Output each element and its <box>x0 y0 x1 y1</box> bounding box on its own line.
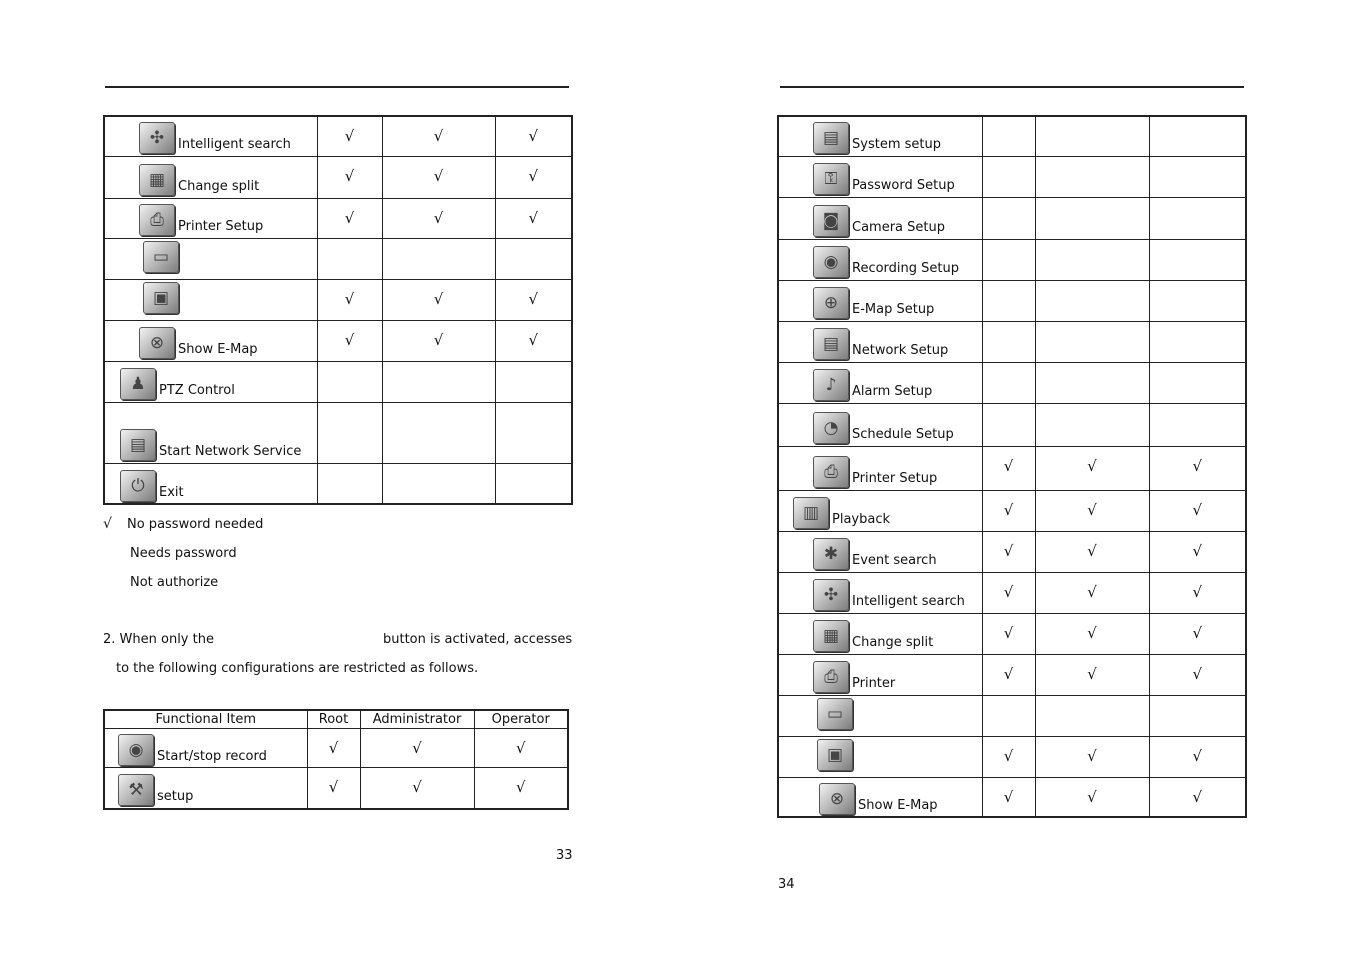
administrator-permission <box>382 361 495 402</box>
administrator-permission <box>1035 403 1149 446</box>
functional-item <box>779 615 982 652</box>
change-split-icon: ▦ <box>813 620 849 652</box>
functional-item-label: System setup <box>852 137 941 153</box>
functional-item-label: Intelligent search <box>178 137 291 153</box>
printer-icon: ⎙ <box>813 661 849 693</box>
operator-permission: √ <box>495 156 572 198</box>
event-search-icon: ✱ <box>813 538 849 570</box>
functional-item-label: Show E-Map <box>178 342 258 357</box>
camera-icon: ◙ <box>813 205 849 237</box>
administrator-permission: √ <box>382 198 495 238</box>
functional-item-cell <box>104 402 317 463</box>
right-table-row <box>778 695 1246 736</box>
paragraph-line1-a: 2. When only the <box>103 632 214 647</box>
functional-item-label: Event search <box>852 553 937 568</box>
left-table-row <box>104 463 572 504</box>
operator-permission <box>1149 280 1246 321</box>
right-table-row <box>778 613 1246 654</box>
functional-item <box>779 364 982 401</box>
functional-item-label: Start/stop record <box>157 748 267 764</box>
header-rule-right <box>780 86 1244 88</box>
functional-item-cell <box>778 490 982 531</box>
functional-item <box>779 533 982 570</box>
right-table-row <box>778 116 1246 156</box>
functional-item <box>779 574 982 611</box>
printer-icon: ⎙ <box>139 204 175 236</box>
right-table-row <box>778 654 1246 695</box>
functional-item-cell <box>778 362 982 403</box>
functional-item-cell <box>778 156 982 197</box>
administrator-permission: √ <box>360 729 474 768</box>
network-setup-icon: ▤ <box>813 328 849 360</box>
functional-item-cell <box>778 531 982 572</box>
functional-item-label: Network Setup <box>852 343 949 358</box>
functional-item-cell <box>778 613 982 654</box>
root-permission <box>982 321 1035 362</box>
administrator-permission <box>1035 362 1149 403</box>
functional-item <box>779 241 982 278</box>
right-table-row <box>778 362 1246 403</box>
functional-item-cell <box>778 572 982 613</box>
root-permission: √ <box>982 572 1035 613</box>
functional-item-label: Printer Setup <box>852 471 938 486</box>
functional-item-cell <box>778 197 982 239</box>
functional-item <box>779 199 982 237</box>
functional-item-label: Printer Setup <box>178 219 264 234</box>
change-split-icon: ▦ <box>139 164 175 196</box>
operator-permission <box>495 402 572 463</box>
header-administrator: Administrator <box>360 710 474 729</box>
functional-item <box>105 281 317 318</box>
functional-item <box>105 322 317 359</box>
root-permission: √ <box>982 446 1035 490</box>
intelligent-search-icon: ✣ <box>813 579 849 611</box>
paragraph-line1-b: button is activated, accesses <box>383 632 573 647</box>
playback-icon: ▥ <box>793 497 829 529</box>
functional-item-cell <box>778 736 982 777</box>
operator-permission <box>495 463 572 504</box>
functional-item-label: Change split <box>852 635 934 650</box>
functional-item-cell <box>778 321 982 362</box>
left-table-row <box>104 402 572 463</box>
functional-item-cell <box>104 768 307 809</box>
network-icon: ▤ <box>120 429 156 461</box>
legend-no-password: No password needed <box>127 517 264 532</box>
root-permission <box>317 361 382 402</box>
functional-item-label: Intelligent search <box>852 594 965 609</box>
operator-permission <box>1149 116 1246 156</box>
operator-permission <box>1149 239 1246 280</box>
functional-item <box>779 656 982 693</box>
functional-item-label: Printer <box>852 676 896 691</box>
joystick-icon: ♟ <box>120 368 156 400</box>
root-permission: √ <box>982 613 1035 654</box>
root-permission: √ <box>982 736 1035 777</box>
root-permission: √ <box>307 768 360 809</box>
operator-permission <box>1149 403 1246 446</box>
right-table-row <box>778 239 1246 280</box>
root-permission: √ <box>317 116 382 156</box>
root-permission: √ <box>317 198 382 238</box>
root-permission <box>982 239 1035 280</box>
functional-item-cell <box>778 403 982 446</box>
alarm-icon: ♪ <box>813 369 849 401</box>
functional-item <box>779 282 982 319</box>
administrator-permission: √ <box>1035 736 1149 777</box>
administrator-permission: √ <box>1035 446 1149 490</box>
functional-item-label: E-Map Setup <box>852 302 935 317</box>
header-functional-item: Functional Item <box>104 710 307 729</box>
operator-permission: √ <box>495 198 572 238</box>
permissions-table-left <box>103 115 573 505</box>
operator-permission <box>1149 197 1246 239</box>
administrator-permission <box>382 402 495 463</box>
root-permission <box>982 156 1035 197</box>
root-permission <box>317 402 382 463</box>
disk-icon: ▭ <box>143 241 179 273</box>
root-permission: √ <box>982 777 1035 817</box>
small-permissions-table <box>103 709 569 810</box>
functional-item-cell <box>778 239 982 280</box>
administrator-permission <box>1035 156 1149 197</box>
legend-check: √ <box>103 516 112 532</box>
functional-item-cell <box>104 156 317 198</box>
right-table-row <box>778 403 1246 446</box>
functional-item-cell <box>778 654 982 695</box>
functional-item-label: Change split <box>178 179 260 194</box>
functional-item-cell <box>104 116 317 156</box>
administrator-permission: √ <box>1035 613 1149 654</box>
functional-item-label: Schedule Setup <box>852 427 954 442</box>
functional-item <box>779 738 982 775</box>
right-table-row <box>778 197 1246 239</box>
root-permission <box>317 238 382 279</box>
administrator-permission: √ <box>382 156 495 198</box>
root-permission <box>317 463 382 504</box>
left-table-row <box>104 279 572 320</box>
functional-item <box>105 731 307 766</box>
functional-item-label: Show E-Map <box>858 797 938 813</box>
administrator-permission <box>1035 116 1149 156</box>
page-number-left: 33 <box>556 848 573 863</box>
operator-permission <box>1149 362 1246 403</box>
functional-item-label: PTZ Control <box>159 383 235 398</box>
system-setup-icon: ▤ <box>813 122 849 154</box>
functional-item-cell <box>104 463 317 504</box>
password-icon: ⚿ <box>813 163 849 195</box>
administrator-permission: √ <box>382 116 495 156</box>
root-permission <box>982 362 1035 403</box>
functional-item <box>105 118 317 154</box>
functional-item-cell <box>104 238 317 279</box>
administrator-permission: √ <box>360 768 474 809</box>
administrator-permission: √ <box>1035 777 1149 817</box>
page-number-right: 34 <box>778 877 795 892</box>
functional-item-label: Start Network Service <box>159 444 302 459</box>
functional-item <box>779 697 982 734</box>
right-table-row <box>778 736 1246 777</box>
functional-item-cell <box>104 320 317 361</box>
left-table-row <box>104 116 572 156</box>
header-operator: Operator <box>474 710 568 729</box>
administrator-permission <box>1035 695 1149 736</box>
operator-permission: √ <box>1149 572 1246 613</box>
disk-icon: ▭ <box>817 698 853 730</box>
permissions-table-right <box>777 115 1247 818</box>
functional-item <box>779 779 982 815</box>
functional-item <box>779 492 982 529</box>
right-table-row <box>778 572 1246 613</box>
legend-needs-password: Needs password <box>130 546 237 561</box>
root-permission: √ <box>982 531 1035 572</box>
left-table-row <box>104 238 572 279</box>
functional-item <box>105 240 317 277</box>
right-table-row <box>778 321 1246 362</box>
right-table-row <box>778 156 1246 197</box>
left-table-row <box>104 361 572 402</box>
administrator-permission: √ <box>1035 654 1149 695</box>
operator-permission <box>1149 321 1246 362</box>
administrator-permission <box>382 238 495 279</box>
operator-permission <box>495 238 572 279</box>
functional-item-cell <box>778 446 982 490</box>
functional-item <box>105 465 317 502</box>
administrator-permission <box>382 463 495 504</box>
printer-setup-icon: ⎙ <box>813 456 849 488</box>
functional-item-cell <box>778 280 982 321</box>
administrator-permission <box>1035 321 1149 362</box>
left-table-row <box>104 156 572 198</box>
functional-item <box>779 118 982 154</box>
root-permission: √ <box>982 654 1035 695</box>
operator-permission: √ <box>1149 531 1246 572</box>
operator-permission: √ <box>495 116 572 156</box>
operator-permission: √ <box>1149 613 1246 654</box>
administrator-permission <box>1035 239 1149 280</box>
record-icon: ◉ <box>118 734 154 766</box>
root-permission: √ <box>982 490 1035 531</box>
administrator-permission: √ <box>1035 572 1149 613</box>
root-permission <box>982 197 1035 239</box>
functional-item-cell <box>104 729 307 768</box>
functional-item <box>105 158 317 196</box>
administrator-permission: √ <box>1035 531 1149 572</box>
administrator-permission <box>1035 280 1149 321</box>
operator-permission: √ <box>495 320 572 361</box>
root-permission <box>982 116 1035 156</box>
operator-permission: √ <box>1149 777 1246 817</box>
operator-permission: √ <box>1149 446 1246 490</box>
left-table-row <box>104 198 572 238</box>
functional-item-label: setup <box>157 789 194 805</box>
paragraph-line2: to the following configurations are restricted as follows. <box>116 661 479 676</box>
right-table-row <box>778 531 1246 572</box>
functional-item-label: Alarm Setup <box>852 384 933 399</box>
operator-permission: √ <box>495 279 572 320</box>
root-permission <box>982 280 1035 321</box>
functional-item-cell <box>104 198 317 238</box>
exit-icon: ⏻ <box>120 470 156 502</box>
intelligent-search-icon: ✣ <box>139 122 175 154</box>
functional-item <box>779 448 982 488</box>
functional-item <box>779 405 982 444</box>
functional-item-label: Camera Setup <box>852 220 945 235</box>
operator-permission: √ <box>474 768 568 809</box>
left-table-row <box>104 320 572 361</box>
functional-item-cell <box>778 116 982 156</box>
right-table-row <box>778 777 1246 817</box>
administrator-permission: √ <box>1035 490 1149 531</box>
operator-permission <box>1149 156 1246 197</box>
administrator-permission: √ <box>382 279 495 320</box>
right-table-row <box>778 490 1246 531</box>
setup-icon: ⚒ <box>118 774 154 806</box>
right-table-row <box>778 280 1246 321</box>
operator-permission: √ <box>1149 736 1246 777</box>
emap-setup-icon: ⊕ <box>813 287 849 319</box>
root-permission: √ <box>317 156 382 198</box>
functional-item-label: Exit <box>159 484 184 500</box>
functional-item-cell <box>778 777 982 817</box>
functional-item <box>105 769 307 806</box>
operator-permission: √ <box>1149 654 1246 695</box>
emap-icon: ⊗ <box>139 327 175 359</box>
header-rule-left <box>105 86 569 88</box>
emap-icon: ⊗ <box>819 783 855 815</box>
functional-item-cell <box>104 361 317 402</box>
legend-not-authorize: Not authorize <box>130 575 219 590</box>
operator-permission <box>495 361 572 402</box>
header-root: Root <box>307 710 360 729</box>
root-permission: √ <box>317 279 382 320</box>
right-table-row <box>778 446 1246 490</box>
schedule-icon: ◔ <box>813 412 849 444</box>
root-permission <box>982 403 1035 446</box>
small-table-row <box>104 729 568 768</box>
operator-permission: √ <box>474 729 568 768</box>
root-permission <box>982 695 1035 736</box>
functional-item-label: Recording Setup <box>852 261 959 276</box>
recording-icon: ◉ <box>813 246 849 278</box>
operator-permission: √ <box>1149 490 1246 531</box>
floppy-icon: ▣ <box>143 282 179 314</box>
floppy-icon: ▣ <box>817 739 853 771</box>
administrator-permission: √ <box>382 320 495 361</box>
functional-item <box>105 363 317 400</box>
functional-item <box>105 404 317 461</box>
small-table-row <box>104 768 568 809</box>
root-permission: √ <box>307 729 360 768</box>
operator-permission <box>1149 695 1246 736</box>
administrator-permission <box>1035 197 1149 239</box>
functional-item <box>105 200 317 236</box>
functional-item-label: Password Setup <box>852 178 955 193</box>
functional-item-cell <box>778 695 982 736</box>
functional-item-label: Playback <box>832 512 891 527</box>
functional-item <box>779 158 982 195</box>
functional-item-cell <box>104 279 317 320</box>
root-permission: √ <box>317 320 382 361</box>
functional-item <box>779 323 982 360</box>
